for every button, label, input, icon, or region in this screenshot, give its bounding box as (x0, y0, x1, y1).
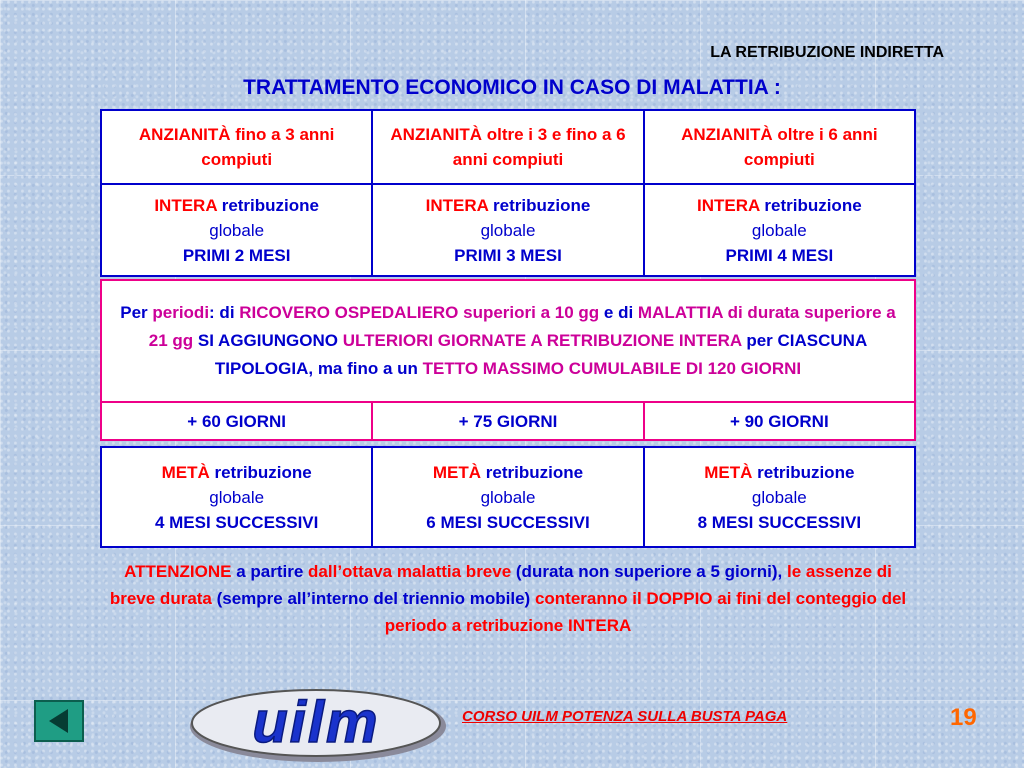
seniority-header-1: ANZIANITÀ fino a 3 anni compiuti (101, 110, 372, 184)
back-button[interactable] (34, 700, 84, 742)
seniority-header-3: ANZIANITÀ oltre i 6 anni compiuti (644, 110, 915, 184)
pay-word: retribuzione (764, 195, 862, 215)
uilm-logo (180, 678, 450, 766)
table-row (101, 402, 915, 440)
attention-text: a partire (231, 562, 309, 581)
note-text: ULTERIORI GIORNATE A RETRIBUZIONE INTERA (342, 331, 742, 350)
seniority-header-2: ANZIANITÀ oltre i 3 e fino a 6 anni compiuti (372, 110, 643, 184)
page-number: 19 (950, 704, 977, 731)
attention-note (100, 558, 916, 639)
table-row (101, 280, 915, 402)
pay-type: globale (480, 220, 536, 240)
table-row (101, 184, 915, 276)
half-pay-cell-1 (101, 447, 372, 547)
pay-keyword: METÀ (161, 462, 210, 482)
extra-days-note (101, 280, 915, 402)
seniority-table (100, 109, 916, 277)
logo-wordmark: uilm (252, 690, 380, 755)
note-text: RICOVERO OSPEDALIERO superiori a 10 gg (239, 303, 600, 322)
footer-course-title: CORSO UILM POTENZA SULLA BUSTA PAGA (462, 708, 788, 725)
note-text: per CIASCUNA TIPOLOGIA, ma fino a un (214, 331, 868, 378)
page-title: TRATTAMENTO ECONOMICO IN CASO DI MALATTIA : (243, 76, 781, 99)
full-pay-cell-3 (644, 184, 915, 276)
pay-word: retribuzione (757, 462, 855, 482)
table-row (101, 447, 915, 547)
pay-type: globale (751, 220, 807, 240)
note-text: : di (209, 303, 240, 322)
extra-days-3: + 90 GIORNI (644, 402, 915, 440)
attention-text: conteranno il DOPPIO ai fini del conteggio del periodo a retribuzione INTERA (384, 589, 907, 635)
half-pay-cell-2 (372, 447, 643, 547)
pay-duration: 4 MESI SUCCESSIVI (154, 512, 319, 532)
attention-text: ATTENZIONE (124, 562, 232, 581)
pay-keyword: METÀ (432, 462, 482, 482)
full-pay-cell-2 (372, 184, 643, 276)
pay-type: globale (209, 220, 265, 240)
note-text: TETTO MASSIMO CUMULABILE DI 120 GIORNI (422, 359, 802, 378)
pay-keyword: INTERA (696, 195, 760, 215)
extra-days-1: + 60 GIORNI (101, 402, 372, 440)
pay-word: retribuzione (221, 195, 319, 215)
pay-duration: PRIMI 4 MESI (725, 245, 834, 265)
attention-text: dall’ottava malattia breve (308, 562, 512, 581)
half-pay-table (100, 446, 916, 548)
pay-duration: PRIMI 2 MESI (182, 245, 291, 265)
note-text: e di (599, 303, 638, 322)
pay-keyword: INTERA (154, 195, 217, 215)
attention-text: (durata non superiore a 5 giorni), (511, 562, 787, 581)
pay-keyword: INTERA (425, 195, 489, 215)
triangle-left-icon (44, 706, 74, 736)
half-pay-cell-3 (644, 447, 915, 547)
pay-word: retribuzione (493, 195, 591, 215)
pay-type: globale (480, 487, 536, 507)
pay-word: retribuzione (485, 462, 584, 482)
note-text: SI AGGIUNGONO (193, 331, 343, 350)
section-title: LA RETRIBUZIONE INDIRETTA (710, 44, 944, 61)
attention-text: (sempre all’interno del triennio mobile) (211, 589, 535, 608)
note-text: MALATTIA di durata superiore a 21 gg (148, 303, 896, 350)
note-text: Per (120, 303, 153, 322)
full-pay-cell-1 (101, 184, 372, 276)
pay-type: globale (751, 487, 807, 507)
pay-duration: 6 MESI SUCCESSIVI (426, 512, 590, 532)
attention-text: le assenze di breve durata (109, 562, 892, 608)
extra-days-2: + 75 GIORNI (372, 402, 643, 440)
table-row (101, 110, 915, 184)
pay-keyword: METÀ (704, 462, 753, 482)
note-text: periodi (152, 303, 210, 322)
extra-days-table (100, 279, 916, 441)
pay-duration: PRIMI 3 MESI (454, 245, 562, 265)
pay-type: globale (209, 487, 265, 507)
pay-duration: 8 MESI SUCCESSIVI (697, 512, 862, 532)
pay-word: retribuzione (214, 462, 312, 482)
